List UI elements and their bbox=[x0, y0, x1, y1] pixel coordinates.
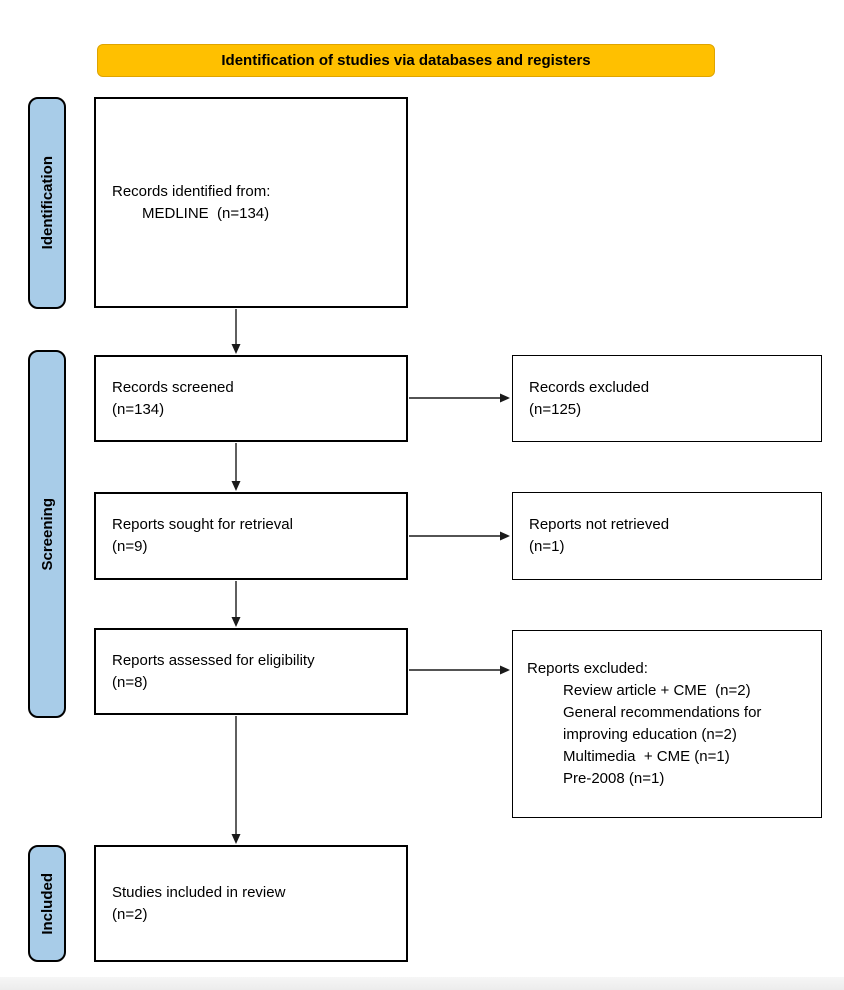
arrowhead-sought-to-not-retrieved bbox=[500, 532, 510, 541]
stage-included-label: Included bbox=[38, 872, 56, 935]
box-reports-assessed bbox=[94, 628, 408, 715]
reports-excluded-reason-3: Multimedia + CME (n=1) bbox=[563, 748, 730, 765]
reports-assessed-count: (n=8) bbox=[112, 673, 148, 691]
arrowhead-assessed-to-reports-excluded bbox=[500, 666, 510, 675]
reports-sought-label: Reports sought for retrieval bbox=[112, 516, 293, 533]
records-excluded-label: Records excluded bbox=[529, 378, 650, 396]
page-bottom-strip bbox=[0, 977, 844, 990]
stage-screening bbox=[28, 350, 66, 718]
box-reports-not-retrieved bbox=[512, 492, 822, 580]
reports-not-retrieved-label: Reports not retrieved bbox=[529, 516, 670, 533]
arrowhead-identified-to-screened bbox=[232, 344, 241, 354]
records-excluded-count: (n=125) bbox=[529, 400, 582, 418]
reports-not-retrieved-count: (n=1) bbox=[529, 538, 565, 555]
stage-identification-label: Identification bbox=[38, 156, 56, 250]
diagram-title: Identification of studies via databases and registers bbox=[221, 52, 591, 69]
reports-excluded-reason-2: General recommendations for improving education (n=2) bbox=[563, 704, 766, 743]
stage-included bbox=[28, 845, 66, 962]
studies-included-count: (n=2) bbox=[112, 905, 148, 923]
arrowhead-sought-to-assessed bbox=[232, 617, 241, 627]
reports-excluded-reason-4: Pre-2008 (n=1) bbox=[563, 770, 665, 787]
stage-screening-label: Screening bbox=[38, 497, 56, 571]
reports-excluded-reason-1: Review article + CME (n=2) bbox=[563, 682, 751, 699]
box-studies-included bbox=[94, 845, 408, 962]
box-records-screened bbox=[94, 355, 408, 442]
records-screened-label: Records screened bbox=[112, 378, 234, 396]
arrowhead-screened-to-sought bbox=[232, 481, 241, 491]
arrowhead-assessed-to-included bbox=[232, 834, 241, 844]
records-identified-source: MEDLINE (n=134) bbox=[142, 204, 270, 222]
reports-sought-count: (n=9) bbox=[112, 538, 148, 555]
box-records-excluded bbox=[512, 355, 822, 442]
arrowhead-screened-to-excluded bbox=[500, 394, 510, 403]
studies-included-label: Studies included in review bbox=[112, 883, 286, 901]
records-screened-count: (n=134) bbox=[112, 400, 165, 418]
box-reports-sought bbox=[94, 492, 408, 580]
diagram-title-banner bbox=[97, 44, 715, 77]
reports-assessed-label: Reports assessed for eligibility bbox=[112, 651, 315, 669]
reports-excluded-title: Reports excluded: bbox=[527, 660, 648, 677]
records-identified-title: Records identified from: bbox=[112, 182, 271, 200]
box-reports-excluded bbox=[512, 630, 822, 818]
stage-identification bbox=[28, 97, 66, 309]
box-records-identified bbox=[94, 97, 408, 308]
